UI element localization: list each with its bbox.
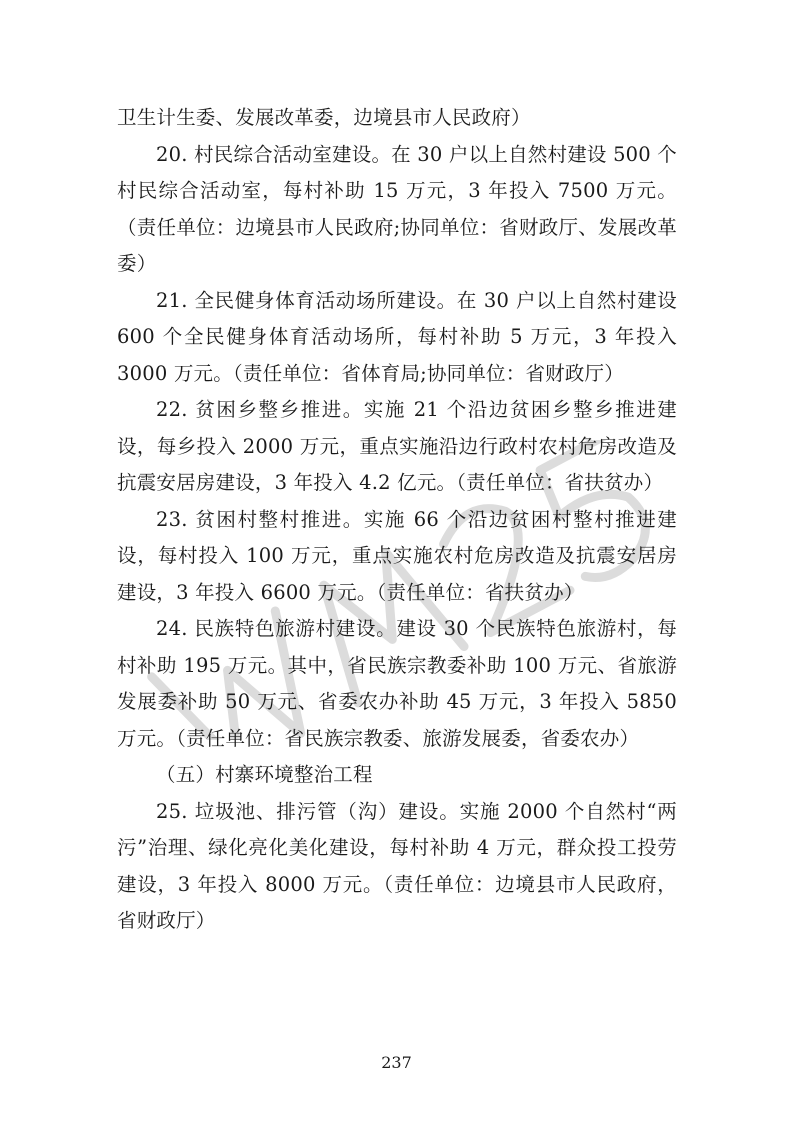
paragraph-item-24: 24. 民族特色旅游村建设。建设 30 个民族特色旅游村，每村补助 195 万元。其中，省民族宗教委补助 100 万元、省旅游发展委补助 50 万元、省委农办补助 45 万元，3 年投入 5850 万元。（责任单位：省民族宗教委、旅游发展委，省委农办） <box>117 617 677 750</box>
paragraph-item-20: 20. 村民综合活动室建设。在 30 户以上自然村建设 500 个村民综合活动室，每村补助 15 万元，3 年投入 7500 万元。（责任单位：边境县市人民政府;协同单位：省财政厅、发展改革委） <box>117 142 677 275</box>
paragraph-item-22: 22. 贫困乡整乡推进。实施 21 个沿边贫困乡整乡推进建设，每乡投入 2000 万元，重点实施沿边行政村农村危房改造及抗震安居房建设，3 年投入 4.2 亿元。（责任单位：省扶贫办） <box>117 398 677 494</box>
paragraph-item-21: 21. 全民健身体育活动场所建设。在 30 户以上自然村建设 600 个全民健身体育活动场所，每村补助 5 万元，3 年投入 3000 万元。（责任单位：省体育局;协同单位：省财政厅） <box>117 288 677 385</box>
paragraph-item-25: 25. 垃圾池、排污管（沟）建设。实施 2000 个自然村“两污”治理、绿化亮化美化建设，每村补助 4 万元，群众投工投劳建设，3 年投入 8000 万元。（责任单位：边境县市人民政府，省财政厅） <box>117 799 677 932</box>
document-body <box>117 100 677 940</box>
page-number: 237 <box>381 1053 412 1072</box>
paragraph-item-23: 23. 贫困村整村推进。实施 66 个沿边贫困村整村推进建设，每村投入 100 万元，重点实施农村危房改造及抗震安居房建设，3 年投入 6600 万元。（责任单位：省扶贫办） <box>117 507 677 604</box>
section-heading: （五）村寨环境整治工程 <box>156 763 373 786</box>
paragraph-continuation: 卫生计生委、发展改革委，边境县市人民政府） <box>117 106 531 129</box>
